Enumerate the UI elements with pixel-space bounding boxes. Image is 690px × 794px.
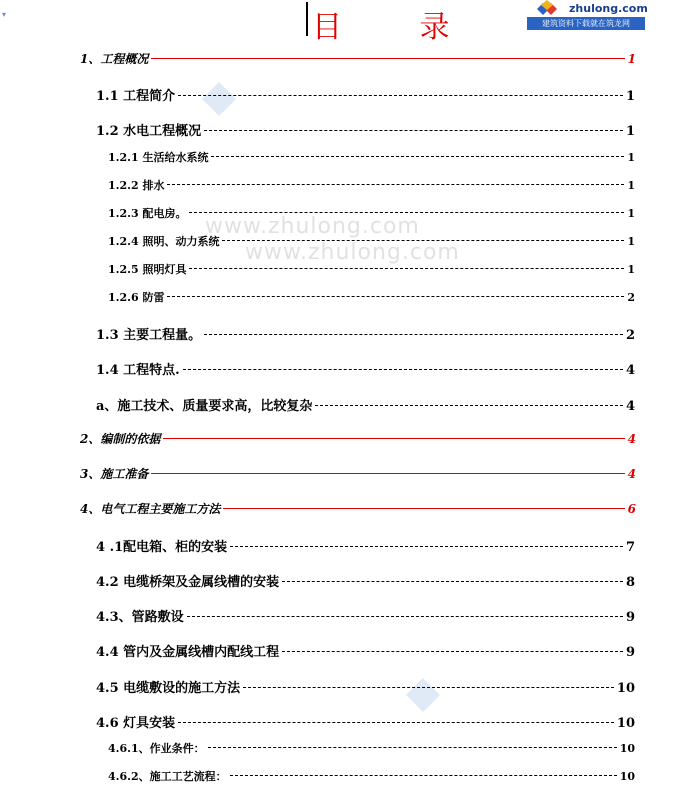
toc-entry[interactable] bbox=[96, 359, 635, 378]
toc-page-number: 1 bbox=[625, 89, 635, 104]
toc-label: 1、工程概况 bbox=[80, 52, 149, 66]
toc-page-number: 1 bbox=[627, 52, 636, 66]
toc-entry[interactable] bbox=[96, 641, 635, 660]
toc-label: 4.2 电缆桥架及金属线槽的安装 bbox=[96, 575, 280, 590]
toc-entry[interactable] bbox=[80, 500, 636, 517]
toc-leader bbox=[163, 438, 624, 439]
toc-page-number: 2 bbox=[625, 328, 635, 343]
toc-label: 4.4 管内及金属线槽内配线工程 bbox=[96, 645, 280, 660]
toc-leader bbox=[230, 546, 623, 547]
logo-slogan: 建筑资料下载就在筑龙网 bbox=[527, 17, 645, 30]
toc-entry[interactable] bbox=[96, 536, 635, 555]
toc-page-number: 2 bbox=[627, 291, 635, 304]
toc-page-number: 4 bbox=[625, 363, 635, 378]
toc-page-number: 4 bbox=[627, 432, 636, 446]
toc-label: 2、编制的依据 bbox=[80, 432, 161, 446]
toc-entry[interactable] bbox=[96, 324, 635, 343]
toc-label: 1.2.1 生活给水系统 bbox=[108, 151, 209, 164]
toc-page-number: 10 bbox=[619, 770, 635, 783]
toc-leader bbox=[178, 722, 614, 723]
toc-entry[interactable] bbox=[96, 120, 635, 139]
toc-entry[interactable] bbox=[108, 289, 635, 305]
toc-entry[interactable] bbox=[80, 50, 636, 67]
toc-leader bbox=[230, 775, 617, 776]
toc-leader bbox=[208, 747, 617, 748]
toc-label: 1.1 工程简介 bbox=[96, 89, 176, 104]
toc-entry[interactable] bbox=[96, 712, 635, 731]
toc-entry[interactable] bbox=[96, 85, 635, 104]
toc-label: 1.2.3 配电房。 bbox=[108, 207, 187, 220]
toc-entry[interactable] bbox=[96, 395, 635, 414]
toc-label: 4 .1配电箱、柜的安装 bbox=[96, 540, 228, 555]
toc-page-number: 10 bbox=[616, 716, 635, 731]
toc-page-number: 8 bbox=[625, 575, 635, 590]
toc-label: a、施工技术、质量要求高，比较复杂 bbox=[96, 399, 313, 414]
toc-page-number: 4 bbox=[625, 399, 635, 414]
toc-label: 1.3 主要工程量。 bbox=[96, 328, 202, 343]
toc-page-number: 10 bbox=[616, 681, 635, 696]
toc-entry[interactable] bbox=[108, 177, 635, 193]
toc-entry[interactable] bbox=[96, 571, 635, 590]
page-title: 目 录 bbox=[312, 10, 484, 45]
toc-leader bbox=[189, 212, 624, 213]
toc-leader bbox=[243, 687, 614, 688]
toc-page-number: 1 bbox=[625, 124, 635, 139]
toc-entry[interactable] bbox=[108, 261, 635, 277]
toc-label: 4.6.2、施工工艺流程： bbox=[108, 770, 227, 783]
toc-label: 1.2.2 排水 bbox=[108, 179, 165, 192]
toc-page-number: 7 bbox=[625, 540, 635, 555]
toc-entry[interactable] bbox=[108, 233, 635, 249]
toc-leader bbox=[183, 369, 623, 370]
toc-label: 3、施工准备 bbox=[80, 467, 149, 481]
toc-page-number: 6 bbox=[627, 502, 636, 516]
toc-leader bbox=[187, 616, 623, 617]
toc-leader bbox=[178, 95, 623, 96]
toc-page-number: 1 bbox=[627, 263, 635, 276]
toc-leader bbox=[223, 508, 624, 509]
toc-page-number: 4 bbox=[627, 467, 636, 481]
toc-label: 4.5 电缆敷设的施工方法 bbox=[96, 681, 241, 696]
toc-label: 4.3、管路敷设 bbox=[96, 610, 184, 625]
toc-label: 4.6 灯具安装 bbox=[96, 716, 176, 731]
toc-leader bbox=[167, 296, 624, 297]
toc-leader bbox=[282, 651, 623, 652]
watermark-line: www.zhulong.com bbox=[245, 240, 460, 265]
watermark-line: www.zhulong.com bbox=[205, 214, 420, 239]
toc-page-number: 1 bbox=[627, 207, 635, 220]
toc-leader bbox=[204, 130, 623, 131]
toc-leader bbox=[167, 184, 624, 185]
toc-page-number: 10 bbox=[619, 742, 635, 755]
toc-label: 1.4 工程特点. bbox=[96, 363, 180, 378]
toc-leader bbox=[211, 156, 624, 157]
toc-label: 4.6.1、作业条件： bbox=[108, 742, 205, 755]
toc-leader bbox=[189, 268, 624, 269]
toc-page-number: 9 bbox=[625, 610, 635, 625]
toc-page-number: 9 bbox=[625, 645, 635, 660]
toc-page-number: 1 bbox=[627, 151, 635, 164]
toc-leader bbox=[222, 240, 624, 241]
toc-entry[interactable] bbox=[108, 768, 635, 784]
toc-page-number: 1 bbox=[627, 235, 635, 248]
toc-entry[interactable] bbox=[80, 430, 636, 447]
toc-entry[interactable] bbox=[96, 677, 635, 696]
toc-label: 1.2.4 照明、动力系统 bbox=[108, 235, 220, 248]
toc-entry[interactable] bbox=[96, 606, 635, 625]
toc-label: 1.2 水电工程概况 bbox=[96, 124, 202, 139]
toc-label: 1.2.5 照明灯具 bbox=[108, 263, 187, 276]
toc-page-number: 1 bbox=[627, 179, 635, 192]
toc-entry[interactable] bbox=[108, 149, 635, 165]
toc-leader bbox=[315, 405, 623, 406]
toc-label: 1.2.6 防雷 bbox=[108, 291, 165, 304]
toc-leader bbox=[204, 334, 623, 335]
corner-mark: ▾ bbox=[2, 10, 7, 19]
logo-domain: zhulong.com bbox=[569, 2, 648, 15]
toc-entry[interactable] bbox=[108, 740, 635, 756]
toc-leader bbox=[151, 473, 624, 474]
toc-entry[interactable] bbox=[108, 205, 635, 221]
toc-label: 4、电气工程主要施工方法 bbox=[80, 502, 221, 516]
toc-entry[interactable] bbox=[80, 465, 636, 482]
toc-leader bbox=[282, 581, 623, 582]
toc-leader bbox=[151, 58, 624, 59]
